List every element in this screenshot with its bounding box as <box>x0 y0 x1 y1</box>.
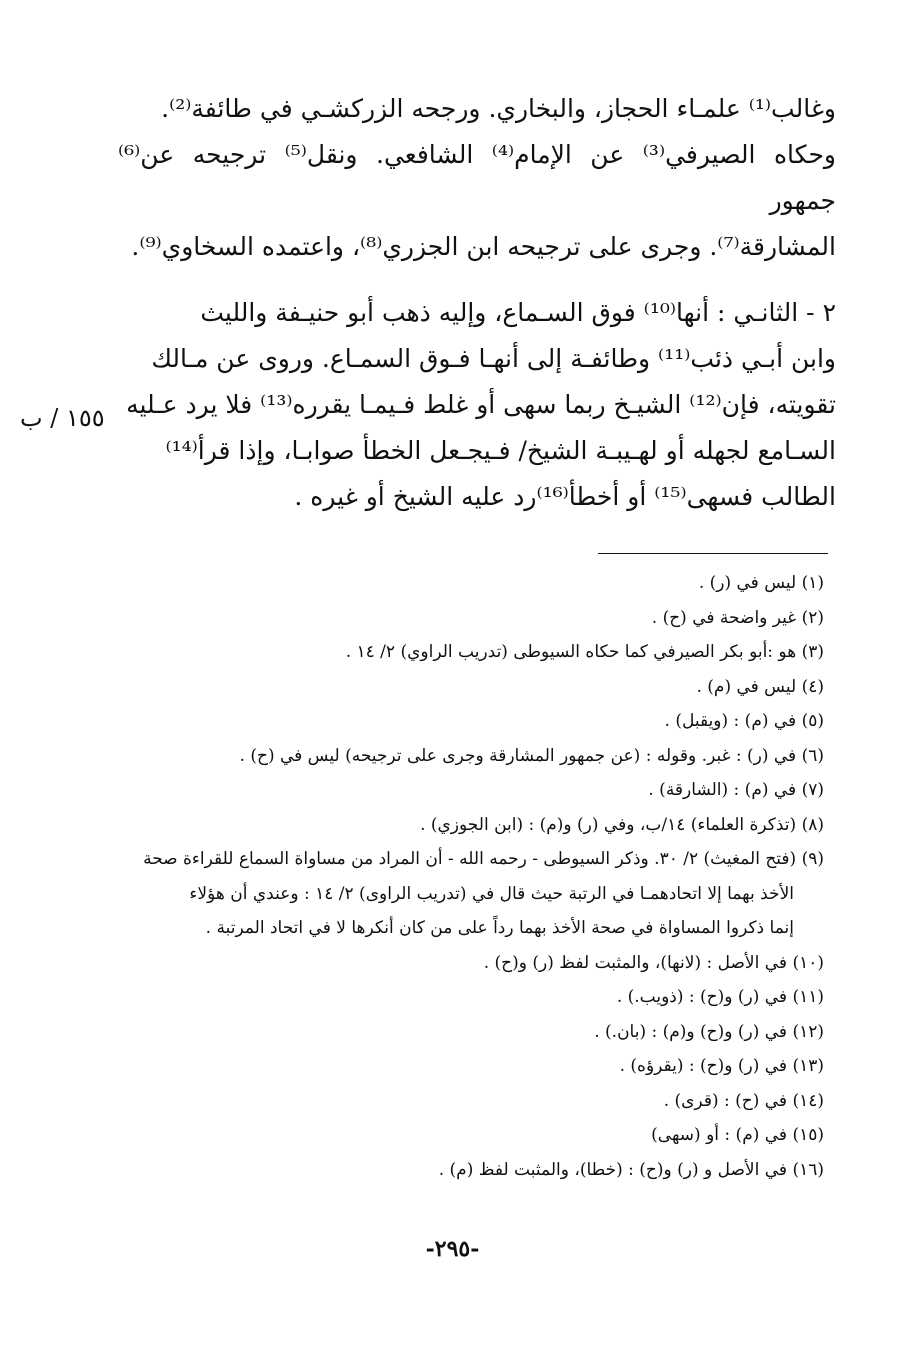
footnote: (٨) (تذكرة العلماء) ١٤/ب، وفي (ر) و(م) : (ابن الجوزي) . <box>420 814 824 835</box>
text-line: وحكاه الصيرفي⁽³⁾ عن الإمام⁽⁴⁾ الشافعي. ونقل⁽⁵⁾ ترجيحه عن⁽⁶⁾ جمهور <box>118 140 837 215</box>
footnote-continuation: الأخذ بهما إلا اتحادهمـا في الرتبة حيث قال في (تدريب الراوى) ٢/ ١٤ : وعندي أن هؤلاء <box>189 883 794 904</box>
footnote: (١٥) في (م) : أو (سهى) <box>651 1125 824 1145</box>
footnote: (٢) غير واضحة في (ح) . <box>651 607 824 628</box>
footnote: (٥) في (م) : (ويقبل) . <box>664 711 824 731</box>
footnote-separator <box>598 553 828 554</box>
footnote: (١٣) في (ر) و(ح) : (يقرؤه) . <box>619 1056 824 1076</box>
footnote: (١١) في (ر) و(ح) : (ذويب.) . <box>616 987 824 1007</box>
text-line: الطالب فسهى⁽¹⁵⁾ أو أخطأ⁽¹⁶⁾رد عليه الشيخ أو غيره . <box>294 482 836 511</box>
footnote: (١٠) في الأصل : (لانها)، والمثبت لفظ (ر) و(ح) . <box>483 952 824 973</box>
margin-folio-reference: ١٥٥ / ب <box>20 404 105 432</box>
text-line: تقويته، فإن⁽¹²⁾ الشيـخ ربما سهى أو غلط فـيمـا يقرره⁽¹³⁾ فلا يرد عـليه <box>126 390 836 419</box>
footnote: (٦) في (ر) : غبر. وقوله : (عن جمهور المشارقة وجرى على ترجيحه) ليس في (ح) . <box>239 745 824 766</box>
footnote-continuation: إنما ذكروا المساواة في صحة الأخذ بهما رداً على من كان أنكرها لا في اتحاد المرتبة . <box>205 918 794 938</box>
footnote: (١٢) في (ر) و(ح) و(م) : (بان.) . <box>594 1021 824 1042</box>
footnote: (٤) ليس في (م) . <box>696 676 824 697</box>
footnote: (٩) (فتح المغيث) ٢/ ٣٠. وذكر السيوطى - رحمه الله - أن المراد من مساواة السماع للقراءة صحة <box>143 849 824 869</box>
text-line: السـامع لجهله أو لهـيبـة الشيخ/ فـيجـعل الخطأ صوابـا، وإذا قرأ⁽¹⁴⁾ <box>165 436 836 465</box>
text-line: وابن أبـي ذئب⁽¹¹⁾ وطائفـة إلى أنهـا فـوق السمـاع. وروى عن مـالك <box>151 344 836 373</box>
text-line: المشارقة⁽⁷⁾. وجرى على ترجيحه ابن الجزري⁽⁸⁾، واعتمده السخاوي⁽⁹⁾. <box>131 232 836 261</box>
main-text <box>118 86 836 520</box>
footnote: (١٤) في (ح) : (قرى) . <box>663 1090 824 1111</box>
footnote: (٧) في (م) : (الشارقة) . <box>648 780 824 800</box>
footnote: (١) ليس في (ر) . <box>698 573 824 593</box>
text-line: وغالب⁽¹⁾ علمـاء الحجاز، والبخاري. ورجحه الزركشـي في طائفة⁽²⁾. <box>161 94 836 123</box>
page-number: -٢٩٥- <box>425 1236 480 1262</box>
footnote: (٣) هو :أبو بكر الصيرفي كما حكاه السيوطى (تدريب الراوي) ٢/ ١٤ . <box>345 642 824 662</box>
text-line: ٢ - الثانـي : أنها⁽¹⁰⁾ فوق السـماع، وإليه ذهب أبو حنيـفة والليث <box>200 298 836 327</box>
footnote: (١٦) في الأصل و (ر) و(ح) : (خطا)، والمثبت لفظ (م) . <box>438 1159 824 1180</box>
footnotes <box>80 566 824 1187</box>
